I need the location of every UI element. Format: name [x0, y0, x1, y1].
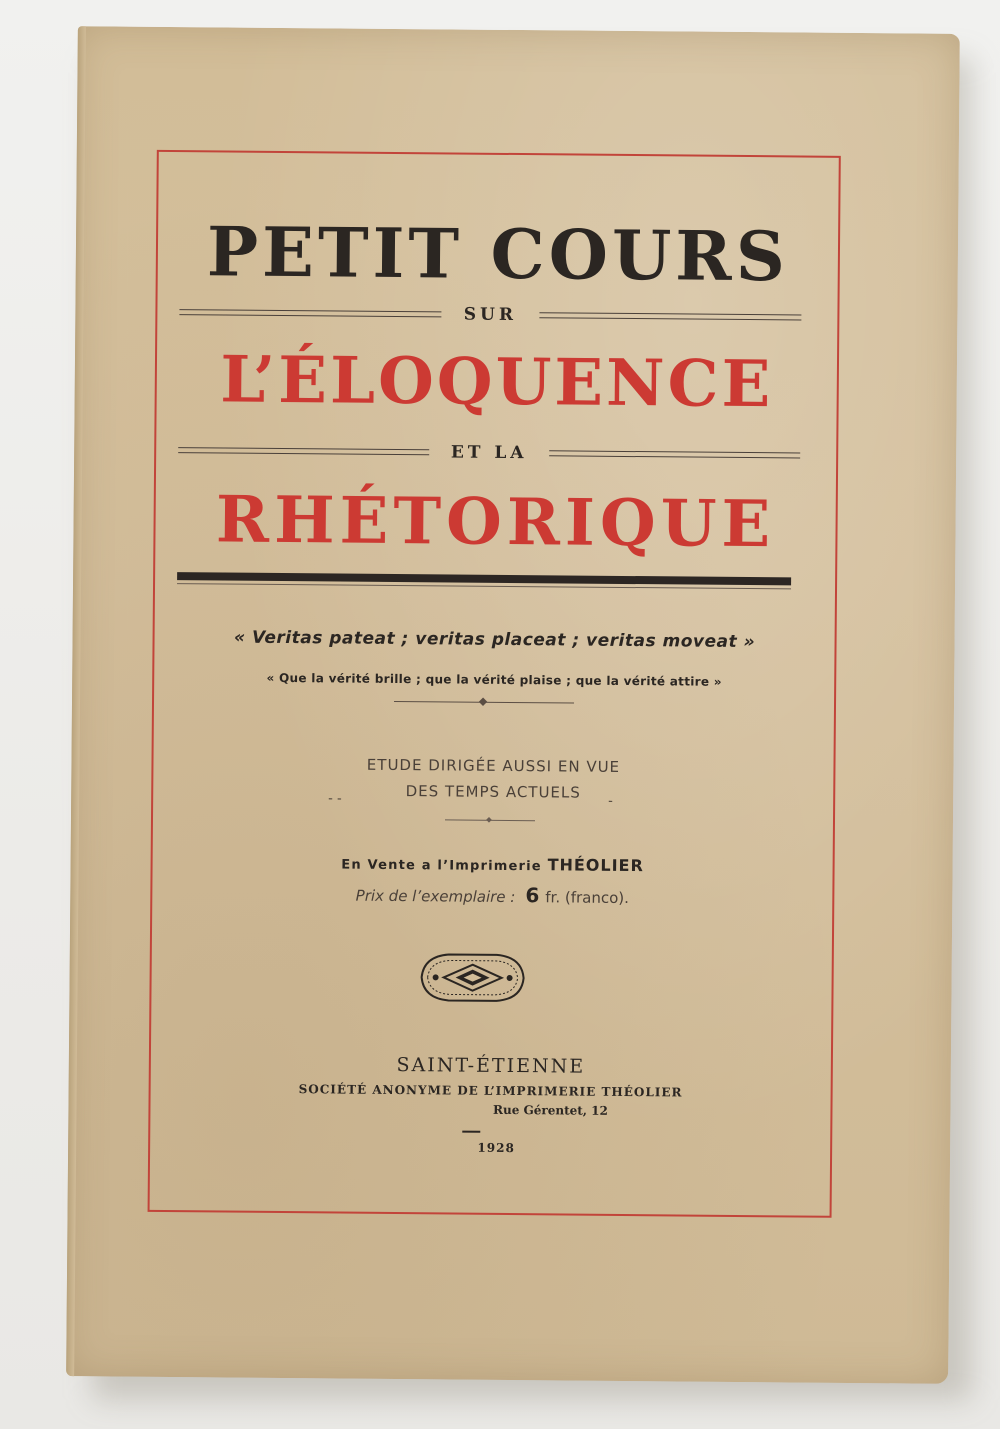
dash-right: - [608, 793, 613, 809]
study-line-1: ETUDE DIRIGÉE AUSSI EN VUE [366, 755, 621, 776]
separator-line-right [539, 312, 801, 320]
decorative-vignette-icon [413, 944, 532, 1011]
sale-line [153, 852, 833, 877]
spine-edge [66, 26, 86, 1376]
red-border-frame [148, 150, 841, 1218]
separator-line-right [550, 450, 801, 458]
separator-sur [179, 302, 801, 327]
connector-et-la: ET LA [450, 442, 528, 464]
title-rhetorique: RHÉTORIQUE [215, 482, 776, 563]
small-divider-ornament [394, 701, 574, 704]
sale-printer-name: THÉOLIER [547, 855, 644, 876]
price-suffix: fr. (franco). [545, 888, 630, 908]
book-cover [66, 26, 960, 1384]
separator-line-left [178, 447, 429, 455]
motto-latin: « Veritas pateat ; veritas placeat ; veritas moveat » [233, 627, 756, 653]
price-line [152, 880, 832, 910]
tiny-divider-ornament [445, 819, 535, 821]
sale-prefix: En Vente a l’Imprimerie [341, 857, 542, 875]
study-line-2: DES TEMPS ACTUELS [405, 782, 581, 802]
dash-left: - - [328, 791, 342, 807]
year-dash [462, 1131, 480, 1133]
connector-sur: SUR [463, 304, 518, 326]
publisher: SOCIÉTÉ ANONYME DE L’IMPRIMERIE THÉOLIER [298, 1082, 683, 1100]
year: 1928 [477, 1140, 515, 1156]
city: SAINT-ÉTIENNE [396, 1053, 586, 1078]
price-amount: 6 [525, 883, 540, 908]
address: Rue Gérentet, 12 [492, 1102, 608, 1118]
separator-et-la [178, 440, 800, 465]
title-petit-cours: PETIT COURS [206, 212, 790, 298]
price-label: Prix de l’exemplaire : [355, 886, 516, 907]
separator-line-left [179, 309, 441, 317]
motto-french: « Que la vérité brille ; que la vérité plaise ; que la vérité attire » [266, 670, 722, 689]
title-eloquence: L’ÉLOQUENCE [219, 342, 774, 423]
